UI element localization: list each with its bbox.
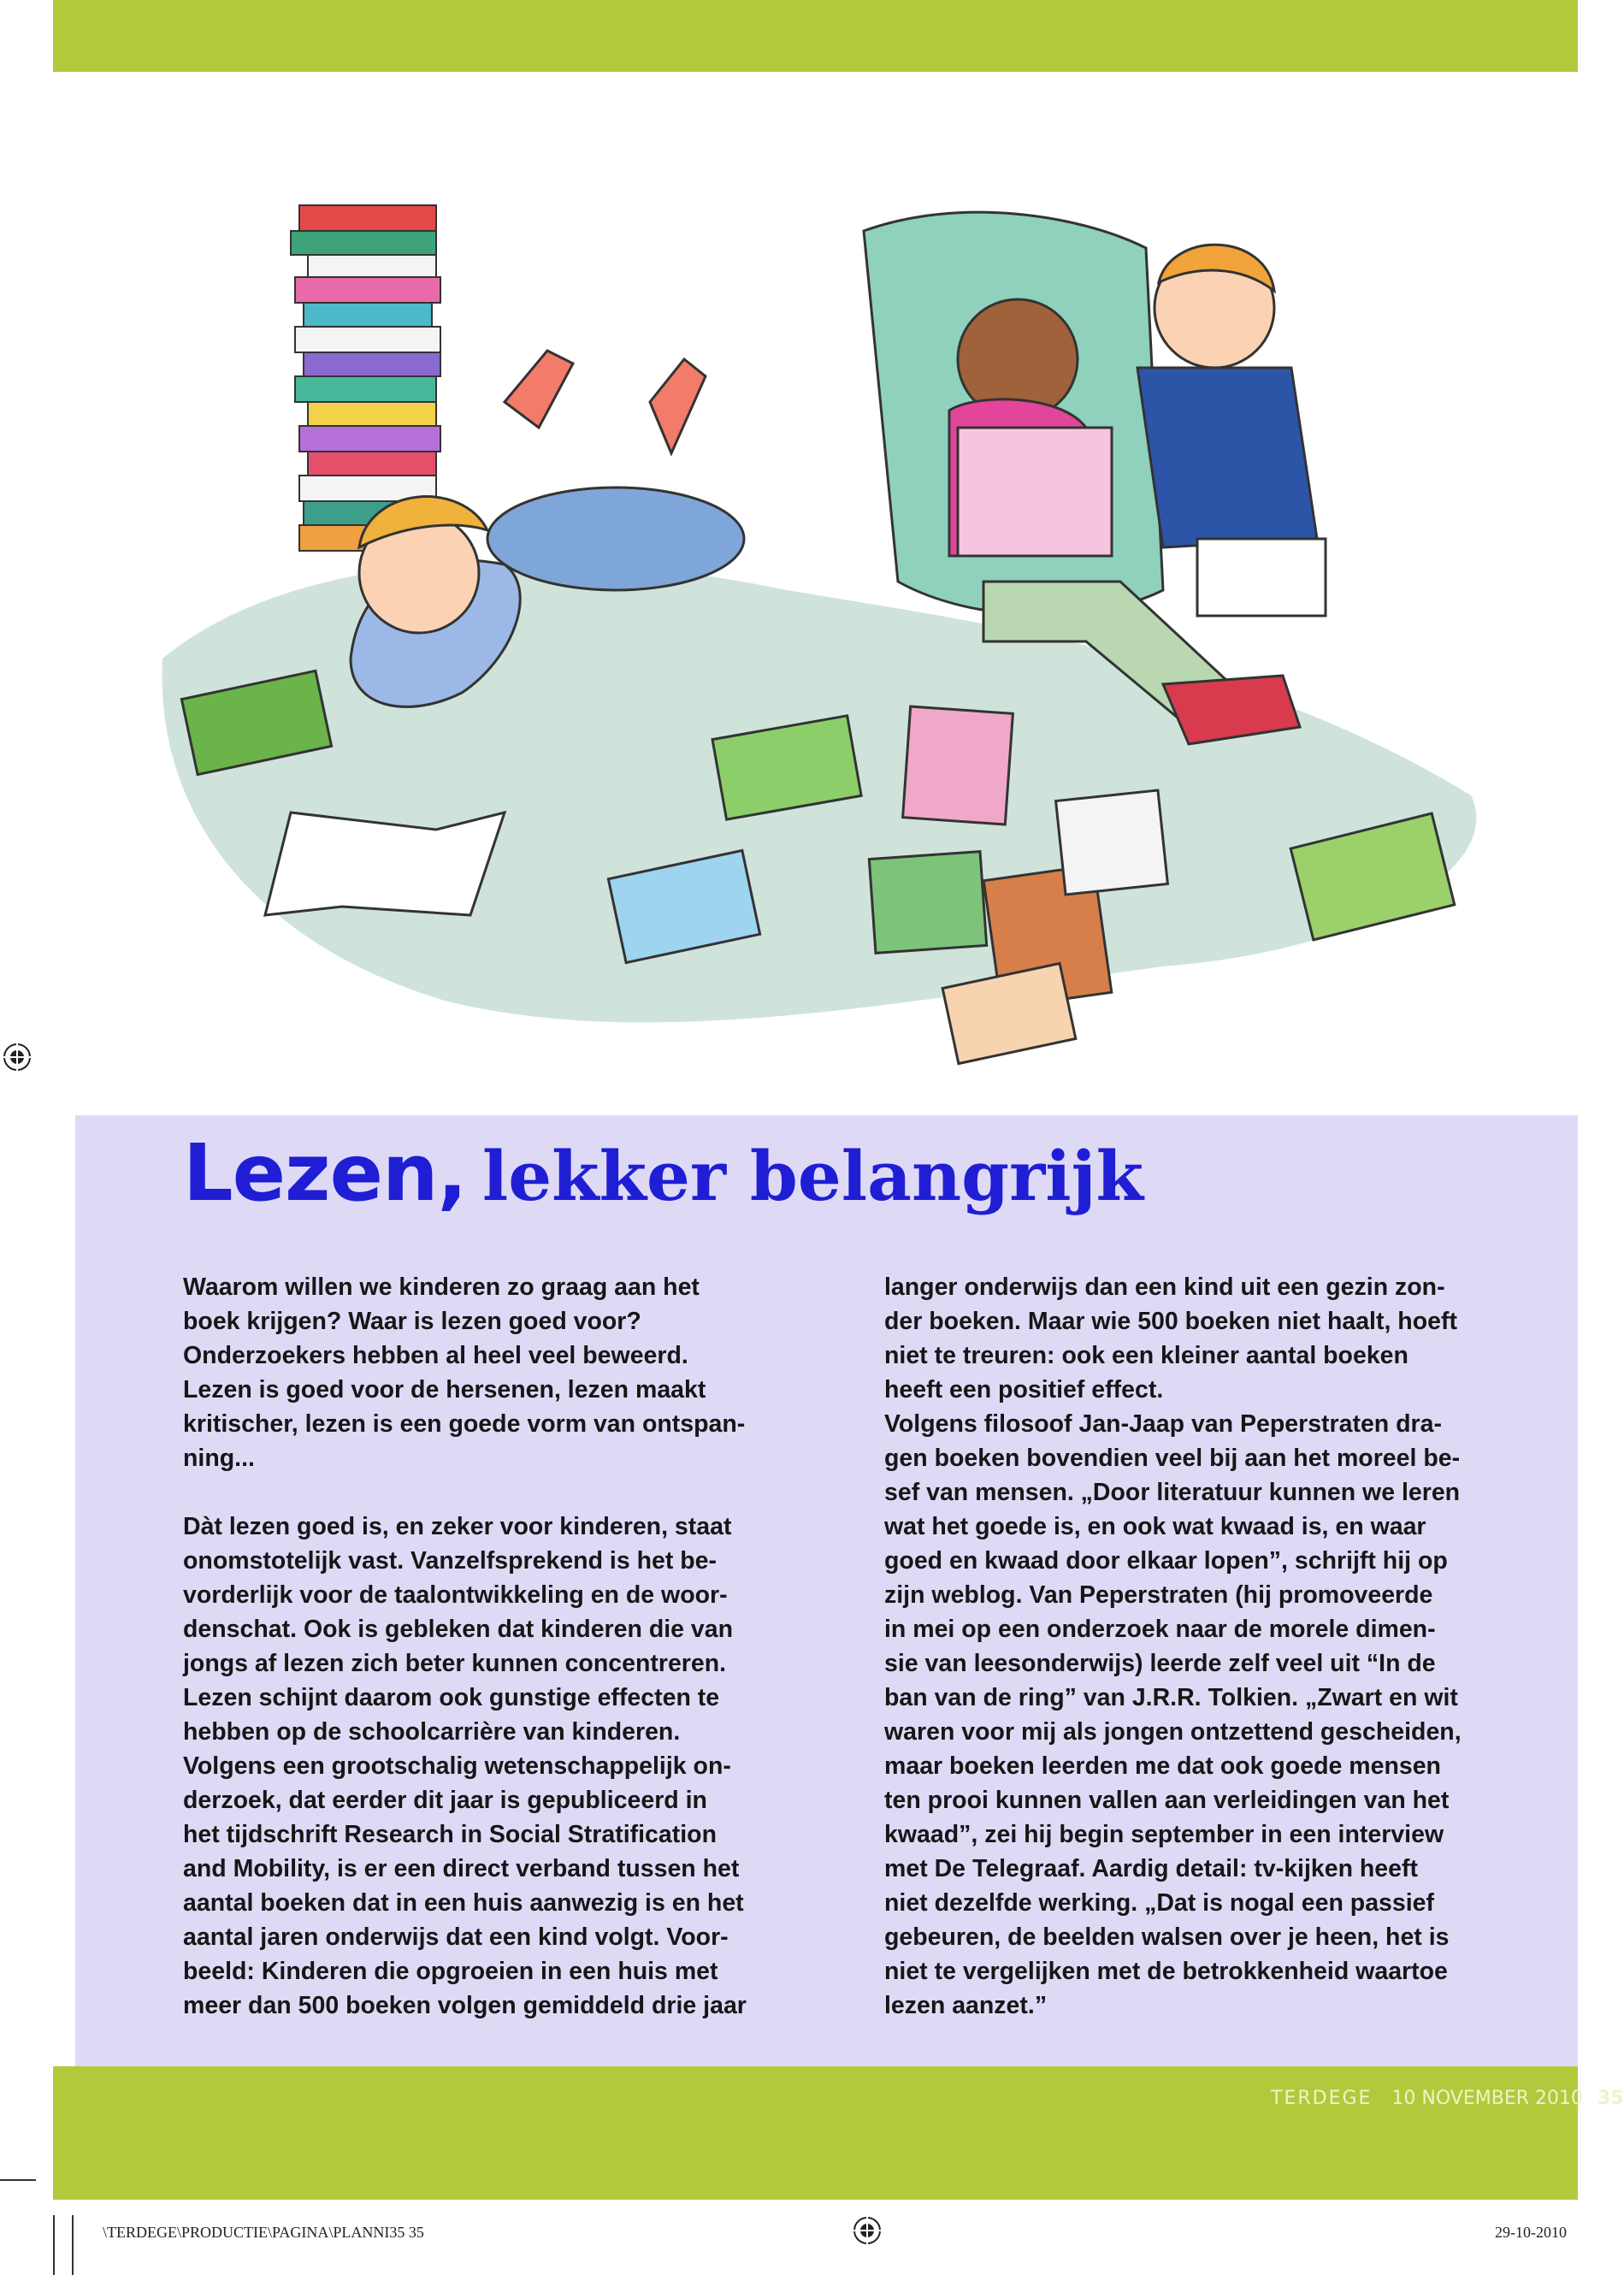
headline-bold-word: Lezen, — [183, 1127, 467, 1219]
text-line: wat het goede is, en ook wat kwaad is, en waar — [884, 1513, 1426, 1540]
text-line: lezen aanzet.” — [884, 1992, 1048, 2019]
text-line: Waarom willen we kinderen zo graag aan het — [183, 1273, 700, 1301]
text-line: gen boeken bovendien veel bij aan het moreel be- — [884, 1445, 1461, 1472]
page-number: 35 — [1597, 2088, 1624, 2109]
text-line: Volgens een grootschalig wetenschappelijk on- — [183, 1752, 731, 1780]
text-line: jongs af lezen zich beter kunnen concentreren. — [183, 1650, 727, 1677]
text-line: Lezen schijnt daarom ook gunstige effecten te — [183, 1684, 720, 1711]
text-line: ning... — [183, 1445, 255, 1472]
crop-mark — [53, 2215, 55, 2275]
text-line: zijn weblog. Van Peperstraten (hij promoveerde — [884, 1581, 1433, 1609]
bottom-green-band — [53, 2066, 1578, 2200]
text-line: hebben op de schoolcarrière van kinderen. — [183, 1718, 681, 1746]
text-line: aantal jaren onderwijs dat een kind volgt. Voor- — [183, 1923, 729, 1951]
issue-date: 10 NOVEMBER 2010 — [1391, 2088, 1583, 2109]
text-line: niet te vergelijken met de betrokkenheid waartoe — [884, 1958, 1448, 1985]
article-column-left — [183, 1270, 807, 2023]
headline-serif-words: lekker belangrijk — [481, 1136, 1143, 1216]
article-column-right — [884, 1270, 1509, 2023]
text-line: Lezen is goed voor de hersenen, lezen maakt — [183, 1376, 706, 1403]
crop-mark — [72, 2215, 74, 2275]
registration-mark-icon — [2, 1042, 32, 1072]
text-line: niet dezelfde werking. „Dat is nogal een passief — [884, 1889, 1435, 1917]
text-line — [183, 1475, 807, 1510]
text-line: langer onderwijs dan een kind uit een gezin zon- — [884, 1273, 1445, 1301]
text-line: ban van de ring” van J.R.R. Tolkien. „Zwart en wit — [884, 1684, 1458, 1711]
text-line: sef van mensen. „Door literatuur kunnen we leren — [884, 1479, 1461, 1506]
text-line: aantal boeken dat in een huis aanwezig is en het — [183, 1889, 744, 1917]
text-line: maar boeken leerden me dat ook goede mensen — [884, 1752, 1441, 1780]
text-line: met De Telegraaf. Aardig detail: tv-kijken heeft — [884, 1855, 1418, 1882]
text-line: gebeuren, de beelden walsen over je heen, het is — [884, 1923, 1450, 1951]
text-line: niet te treuren: ook een kleiner aantal boeken — [884, 1342, 1408, 1369]
text-line: boek krijgen? Waar is lezen goed voor? — [183, 1308, 641, 1335]
text-line: kritischer, lezen is een goede vorm van ontspan- — [183, 1410, 746, 1438]
text-line: Dàt lezen goed is, en zeker voor kinderen, staat — [183, 1513, 732, 1540]
text-line: in mei op een onderzoek naar de morele dimen- — [884, 1616, 1436, 1643]
text-line: derzoek, dat eerder dit jaar is gepubliceerd in — [183, 1787, 707, 1814]
page-footer — [1271, 2088, 1624, 2109]
text-line: Volgens filosoof Jan-Jaap van Peperstraten dra- — [884, 1410, 1442, 1438]
crop-mark — [0, 2179, 36, 2181]
text-line: goed en kwaad door elkaar lopen”, schrijft hij op — [884, 1547, 1448, 1575]
top-green-band — [53, 0, 1578, 72]
text-line: meer dan 500 boeken volgen gemiddeld drie jaar — [183, 1992, 747, 2019]
text-line: heeft een positief effect. — [884, 1376, 1164, 1403]
text-line: denschat. Ook is gebleken dat kinderen die van — [183, 1616, 734, 1643]
text-line: ten prooi kunnen vallen aan verleidingen van het — [884, 1787, 1450, 1814]
text-line: onomstotelijk vast. Vanzelfsprekend is het be- — [183, 1547, 718, 1575]
text-line: der boeken. Maar wie 500 boeken niet haalt, hoeft — [884, 1308, 1457, 1335]
text-line: kwaad”, zei hij begin september in een interview — [884, 1821, 1444, 1848]
article-headline — [183, 1127, 1143, 1219]
text-line: waren voor mij als jongen ontzettend gescheiden, — [884, 1718, 1462, 1746]
registration-mark-bottom-icon — [852, 2215, 883, 2246]
text-line: sie van leesonderwijs) leerde zelf veel uit “In de — [884, 1650, 1436, 1677]
text-line: and Mobility, is er een direct verband tussen het — [183, 1855, 740, 1882]
print-slug-path: \TERDEGE\PRODUCTIE\PAGINA\PLANNI35 35 — [103, 2224, 424, 2241]
print-slug-date: 29-10-2010 — [1495, 2224, 1567, 2241]
text-line: het tijdschrift Research in Social Stratification — [183, 1821, 717, 1848]
children-reading-illustration — [137, 180, 1539, 1103]
text-line: Onderzoekers hebben al heel veel beweerd. — [183, 1342, 688, 1369]
text-line: vorderlijk voor de taalontwikkeling en de woor- — [183, 1581, 728, 1609]
text-line: beeld: Kinderen die opgroeien in een huis met — [183, 1958, 718, 1985]
magazine-name: TERDEGE — [1271, 2088, 1373, 2109]
